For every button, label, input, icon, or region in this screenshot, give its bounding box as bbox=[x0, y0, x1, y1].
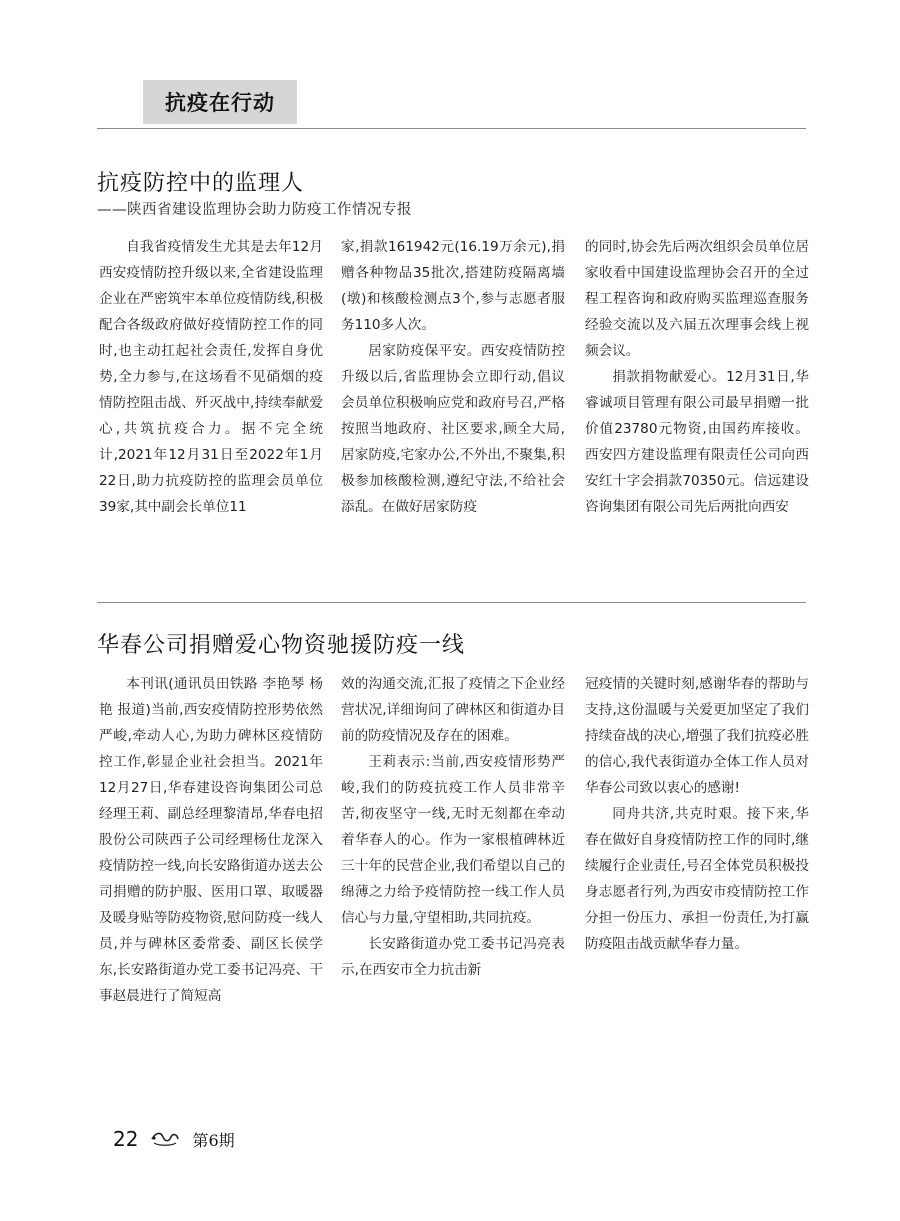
article2-paragraph: 效的沟通交流,汇报了疫情之下企业经营状况,详细询问了碑林区和街道办目前的防疫情况及存在的困难。 bbox=[341, 676, 565, 744]
article2-paragraph: 同舟共济,共克时艰。接下来,华春在做好自身疫情防控工作的同时,继续履行企业责任,号召全体党员积极投身志愿者行列,为西安市疫情防控工作分担一份压力、承担一份责任,为打赢防疫阻击战贡献华春力量。 bbox=[585, 806, 809, 952]
scroll-ornament-icon bbox=[150, 1131, 180, 1147]
article2-paragraph: 冠疫情的关键时刻,感谢华春的帮助与支持,这份温暖与关爱更加坚定了我们持续奋战的决心,增强了我们抗疫必胜的信心,我代表街道办全体工作人员对华春公司致以衷心的感谢! bbox=[585, 676, 809, 796]
header-divider bbox=[97, 128, 806, 129]
article1-paragraph: 家,捐款161942元(16.19万余元),捐赠各种物品35批次,搭建防疫隔离墙(墩)和核酸检测点3个,参与志愿者服务110多人次。 bbox=[341, 239, 565, 333]
article2-column-2 bbox=[341, 671, 565, 983]
article2-column-1 bbox=[99, 671, 323, 1009]
article1-paragraph: 的同时,协会先后两次组织会员单位居家收看中国建设监理协会召开的全过程工程咨询和政府购买监理巡查服务经验交流以及六届五次理事会线上视频会议。 bbox=[585, 239, 809, 359]
article1-paragraph: 居家防疫保平安。西安疫情防控升级以后,省监理协会立即行动,倡议会员单位积极响应党和政府号召,严格按照当地政府、社区要求,顾全大局,居家防疫,宅家办公,不外出,不聚集,积极参加核酸检测,遵纪守法,不给社会添乱。在做好居家防疫 bbox=[341, 343, 565, 515]
article2-paragraph: 本刊讯(通讯员田铁路 李艳琴 杨艳 报道)当前,西安疫情防控形势依然严峻,牵动人心,为助力碑林区疫情防控工作,彰显企业社会担当。2021年12月27日,华春建设咨询集团公司总经理王莉、副总经理黎清昂,华春电招股份公司陕西子公司经理杨仕龙深入疫情防控一线,向长安路街道办送去公司捐赠的防护服、医用口罩、取暖器及暖身贴等防疫物资,慰问防疫一线人员,并与碑林区委常委、副区长侯学东,长安路街道办党工委书记冯亮、干事赵晨进行了简短高 bbox=[99, 676, 323, 1004]
article1-column-3 bbox=[585, 234, 809, 520]
article2-title: 华春公司捐赠爱心物资驰援防疫一线 bbox=[97, 633, 466, 658]
article2-paragraph: 长安路街道办党工委书记冯亮表示,在西安市全力抗击新 bbox=[341, 936, 565, 978]
article1-paragraph: 捐款捐物献爱心。12月31日,华睿诚项目管理有限公司最早捐赠一批价值23780元物资,由国药库接收。西安四方建设监理有限责任公司向西安红十字会捐款70350元。信远建设咨询集团有限公司先后两批向西安 bbox=[585, 369, 809, 515]
section-label: 抗疫在行动 bbox=[143, 80, 297, 124]
issue-label: 第6期 bbox=[192, 1130, 235, 1150]
page-footer bbox=[113, 1127, 235, 1151]
article2-paragraph: 王莉表示:当前,西安疫情形势严峻,我们的防疫抗疫工作人员非常辛苦,彻夜坚守一线,无时无刻都在牵动着华春人的心。作为一家根植碑林近三十年的民营企业,我们希望以自己的绵薄之力给予疫情防控一线工作人员信心与力量,守望相助,共同抗疫。 bbox=[341, 754, 565, 926]
article1-column-1 bbox=[99, 234, 323, 520]
article2-column-3 bbox=[585, 671, 809, 957]
article1-paragraph: 自我省疫情发生尤其是去年12月西安疫情防控升级以来,全省建设监理企业在严密筑牢本单位疫情防线,积极配合各级政府做好疫情防控工作的同时,也主动扛起社会责任,发挥自身优势,全力参与,在这场看不见硝烟的疫情防控阻击战、歼灭战中,持续奉献爱心,共筑抗疫合力。据不完全统计,2021年12月31日至2022年1月22日,助力抗疫防控的监理会员单位39家,其中副会长单位11 bbox=[99, 239, 323, 515]
article1-title: 抗疫防控中的监理人 bbox=[97, 171, 305, 196]
page-number: 22 bbox=[113, 1127, 139, 1151]
article1-subtitle: ——陕西省建设监理协会助力防疫工作情况专报 bbox=[97, 202, 412, 218]
article-divider bbox=[97, 602, 806, 603]
article1-column-2 bbox=[341, 234, 565, 520]
